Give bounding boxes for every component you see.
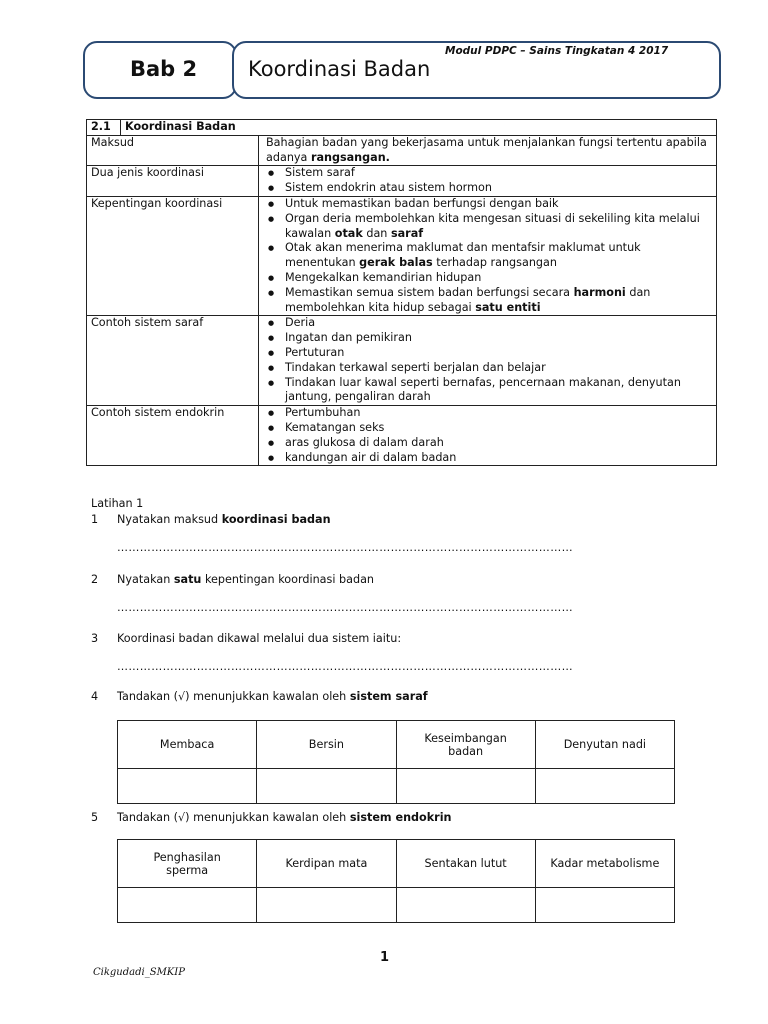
list-item: ● Tindakan terkawal seperti berjalan dan belajar — [285, 361, 712, 376]
option-cell: Keseimbangan badan — [396, 721, 535, 769]
tick-box[interactable] — [118, 888, 257, 923]
row-content — [259, 166, 717, 197]
bullet-list — [263, 406, 712, 465]
tick-box[interactable] — [396, 888, 535, 923]
question-number: 4 — [91, 690, 99, 703]
tick-box[interactable] — [535, 769, 674, 804]
table-row — [87, 406, 717, 466]
option-cell: Kerdipan mata — [257, 840, 396, 888]
question-text: Tandakan (√) menunjukkan kawalan oleh sistem saraf — [117, 690, 428, 703]
list-item: ● Memastikan semua sistem badan berfungsi secara harmoni dan membolehkan kita hidup sebagai satu entiti — [285, 286, 712, 316]
page-title: Koordinasi Badan — [248, 57, 431, 81]
chapter-label: Bab 2 — [130, 57, 198, 81]
list-item: ● kandungan air di dalam badan — [285, 451, 712, 466]
row-label: Dua jenis koordinasi — [87, 166, 259, 197]
list-item: ● Untuk memastikan badan berfungsi dengan baik — [285, 197, 712, 212]
table-row — [118, 769, 675, 804]
author-signature: Cikgudadi_SMKIP — [93, 967, 185, 978]
table-row — [87, 135, 717, 166]
answer-line[interactable]: ………………………………………………………………………………………………………… — [117, 601, 573, 614]
row-label: Kepentingan koordinasi — [87, 196, 259, 315]
row-content — [259, 316, 717, 406]
page-number: 1 — [380, 950, 390, 965]
row-label: Contoh sistem endokrin — [87, 406, 259, 466]
table-row — [118, 888, 675, 923]
summary-table — [86, 119, 717, 466]
list-item: ● Otak akan menerima maklumat dan mentafsir maklumat untuk menentukan gerak balas terhadap rangsangan — [285, 241, 712, 271]
list-item: ● Deria — [285, 316, 712, 331]
row-content — [259, 196, 717, 315]
bullet-list — [263, 166, 712, 196]
list-item: ● Mengekalkan kemandirian hidupan — [285, 271, 712, 286]
option-cell: Membaca — [118, 721, 257, 769]
question-text: Nyatakan satu kepentingan koordinasi badan — [117, 573, 375, 586]
chapter-box — [83, 41, 237, 99]
table-header-row — [87, 120, 717, 136]
list-item: ● Kematangan seks — [285, 421, 712, 436]
module-label: Modul PDPC – Sains Tingkatan 4 2017 — [445, 45, 669, 57]
tick-box[interactable] — [118, 769, 257, 804]
list-item: ● Pertuturan — [285, 346, 712, 361]
bullet-list — [263, 197, 712, 315]
question-text: Nyatakan maksud koordinasi badan — [117, 513, 331, 526]
question-number: 3 — [91, 632, 99, 645]
tick-box[interactable] — [535, 888, 674, 923]
list-item: ● aras glukosa di dalam darah — [285, 436, 712, 451]
row-content: Bahagian badan yang bekerjasama untuk menjalankan fungsi tertentu apabila adanya rangsangan. — [259, 135, 717, 166]
table-row — [118, 840, 675, 888]
option-cell: Sentakan lutut — [396, 840, 535, 888]
tick-box[interactable] — [257, 888, 396, 923]
bullet-list — [263, 316, 712, 405]
section-number: 2.1 — [87, 120, 121, 136]
list-item: ● Ingatan dan pemikiran — [285, 331, 712, 346]
row-content — [259, 406, 717, 466]
answer-line[interactable]: ………………………………………………………………………………………………………… — [117, 660, 573, 673]
answer-line[interactable]: ………………………………………………………………………………………………………… — [117, 541, 573, 554]
option-cell: Denyutan nadi — [535, 721, 674, 769]
list-item: ● Sistem saraf — [285, 166, 712, 181]
row-label: Contoh sistem saraf — [87, 316, 259, 406]
question-number: 1 — [91, 513, 99, 526]
question-number: 5 — [91, 811, 99, 824]
table-row — [87, 166, 717, 197]
table-row — [87, 316, 717, 406]
list-item: ● Sistem endokrin atau sistem hormon — [285, 181, 712, 196]
list-item: ● Pertumbuhan — [285, 406, 712, 421]
option-cell: Kadar metabolisme — [535, 840, 674, 888]
tick-table-saraf — [117, 720, 675, 804]
exercise-title: Latihan 1 — [91, 497, 144, 510]
option-cell: Bersin — [257, 721, 396, 769]
question-number: 2 — [91, 573, 99, 586]
table-row — [87, 196, 717, 315]
tick-box[interactable] — [257, 769, 396, 804]
option-cell: Penghasilan sperma — [118, 840, 257, 888]
tick-box[interactable] — [396, 769, 535, 804]
question-text: Tandakan (√) menunjukkan kawalan oleh sistem endokrin — [117, 811, 452, 824]
list-item: ● Organ deria membolehkan kita mengesan situasi di sekeliling kita melalui kawalan otak dan saraf — [285, 212, 712, 242]
tick-table-endokrin — [117, 839, 675, 923]
list-item: ● Tindakan luar kawal seperti bernafas, pencernaan makanan, denyutan jantung, pengaliran darah — [285, 376, 712, 406]
question-text: Koordinasi badan dikawal melalui dua sistem iaitu: — [117, 632, 402, 645]
row-label: Maksud — [87, 135, 259, 166]
section-title: Koordinasi Badan — [121, 120, 717, 136]
table-row — [118, 721, 675, 769]
